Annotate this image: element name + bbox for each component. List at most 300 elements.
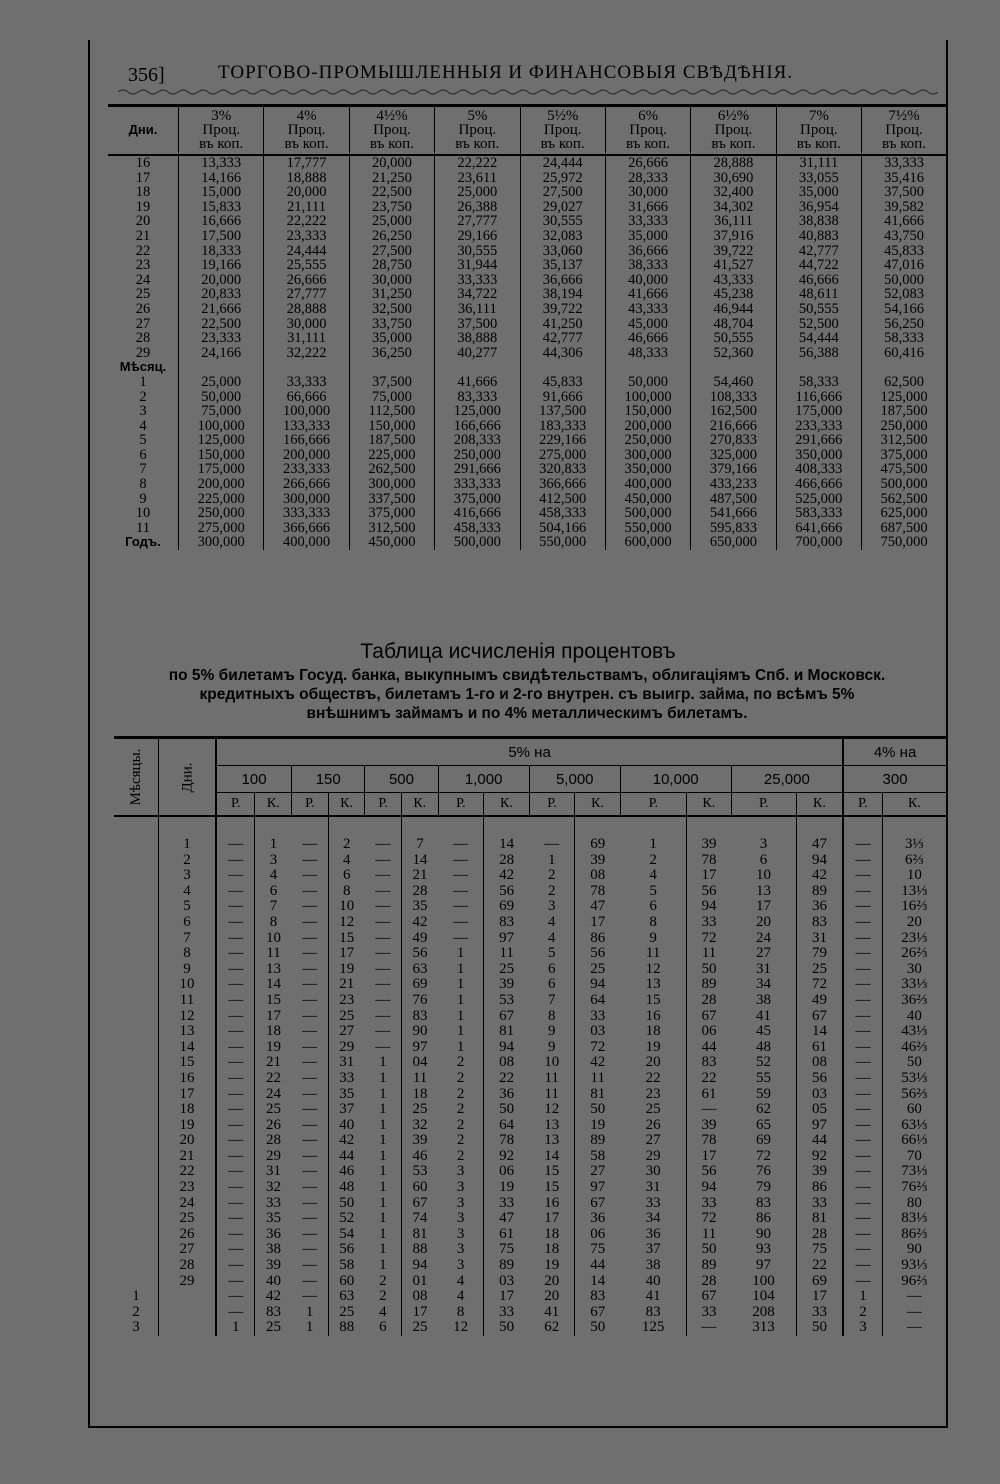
table-row	[108, 317, 946, 332]
table-cell: —	[216, 899, 255, 915]
table-cell: —	[302, 1054, 318, 1071]
rate-header-l2: въ коп.	[369, 136, 414, 152]
table-cell: 56	[484, 884, 530, 900]
table-cell: 366,666	[264, 521, 349, 536]
table-cell: 3	[456, 1257, 465, 1274]
table-cell: 8	[547, 1007, 556, 1024]
table-cell	[862, 360, 947, 375]
table-cell: 56,250	[862, 317, 947, 332]
table-cell: 80	[882, 1196, 946, 1212]
table-row	[114, 1118, 946, 1134]
day-cell: 10	[159, 977, 217, 993]
table-cell: 22,222	[435, 155, 520, 171]
months-column-header: Мѣсяцы.	[114, 738, 159, 817]
table-cell: 45,833	[520, 375, 605, 390]
table-cell: 76⅔	[882, 1180, 946, 1196]
table-cell: 92	[796, 1149, 843, 1165]
day-cell: 18	[159, 1102, 217, 1118]
table-cell: 31,111	[776, 155, 861, 171]
table-cell: 333,333	[264, 506, 349, 521]
month-cell	[114, 868, 159, 884]
row-label: 3	[139, 403, 147, 420]
table-cell: —	[216, 1009, 255, 1025]
day-cell: 12	[159, 1009, 217, 1025]
table-cell: 33,333	[605, 214, 690, 229]
table-cell: 49	[401, 931, 438, 947]
rate-header-l1: Проц.	[543, 122, 582, 138]
table-cell: —	[216, 946, 255, 962]
table-cell: 6	[255, 884, 292, 900]
table-cell: 11	[686, 946, 731, 962]
table-cell: 53	[484, 993, 530, 1009]
rate-header-l2: въ коп.	[540, 136, 585, 152]
table-cell: 13	[544, 1116, 560, 1133]
rubles-header: Р.	[216, 793, 255, 817]
month-cell	[114, 993, 159, 1009]
table-cell: 29,027	[520, 200, 605, 215]
table-cell: 19	[255, 1040, 292, 1056]
table-row	[108, 535, 946, 550]
table-cell: 31	[328, 1055, 365, 1071]
table-cell: 83	[575, 1289, 621, 1305]
table-cell: 58	[328, 1258, 365, 1274]
table-cell: 90	[755, 1225, 771, 1242]
table-cell: 450,000	[605, 492, 690, 507]
rate-header-l1: Проц.	[458, 122, 497, 138]
table-cell: —	[216, 931, 255, 947]
table-cell: —	[302, 1132, 318, 1149]
rate-header-l2: въ коп.	[796, 136, 841, 152]
table-cell: 3	[759, 836, 768, 852]
table-cell: 700,000	[776, 535, 861, 550]
table-cell: —	[302, 1101, 318, 1118]
rubles-header: Р.	[843, 793, 882, 817]
table-cell: 54,166	[862, 302, 947, 317]
table-cell: 100,000	[605, 390, 690, 405]
table-cell: 58,333	[862, 331, 947, 346]
table-cell: 1	[379, 1101, 387, 1118]
table-cell: 32,083	[520, 229, 605, 244]
table-cell: 39	[796, 1164, 843, 1180]
table-cell: 89	[686, 1258, 731, 1274]
table-cell: 29	[255, 1149, 292, 1165]
table-cell: 75,000	[349, 390, 434, 405]
table2-title: Таблица исчисленія процентовъ	[360, 640, 676, 663]
table-row	[114, 1289, 946, 1305]
table-cell: 31	[255, 1164, 292, 1180]
table-cell: 44	[328, 1149, 365, 1165]
table-cell: 16	[544, 1194, 560, 1211]
rate-header-rate: 7½%	[888, 108, 920, 124]
table-cell: 116,666	[776, 390, 861, 405]
table-cell: 40,277	[435, 346, 520, 361]
table2-rk-row	[114, 793, 946, 817]
table-cell: 45,000	[605, 317, 690, 332]
table-cell: —	[843, 1149, 882, 1165]
row-label: 16	[135, 155, 151, 171]
table-cell: —	[216, 1133, 255, 1149]
table-cell: 2	[456, 1085, 465, 1102]
table-cell: 66,666	[264, 390, 349, 405]
table-cell: —	[216, 1149, 255, 1165]
table-cell: 10	[755, 867, 771, 884]
month-cell	[114, 853, 159, 869]
table-cell: 33⅓	[882, 977, 946, 993]
table-cell: 49	[796, 993, 843, 1009]
month-label-row	[108, 360, 946, 375]
table-cell: 81	[796, 1211, 843, 1227]
table-cell: 61	[796, 1040, 843, 1056]
table-cell: —	[453, 836, 469, 852]
table-cell: —	[843, 868, 882, 884]
table-cell: 25	[796, 962, 843, 978]
table-cell: 21	[328, 977, 365, 993]
table-cell: 48,704	[691, 317, 776, 332]
table-cell: 97	[796, 1118, 843, 1134]
table-cell: 86	[796, 1180, 843, 1196]
table-cell: 4	[547, 913, 556, 930]
table-cell: 35	[401, 899, 438, 915]
table-cell: 500,000	[862, 477, 947, 492]
row-label: 9	[139, 490, 147, 507]
table-cell: 28	[484, 853, 530, 869]
table-cell: 31	[796, 931, 843, 947]
table-cell: 2	[379, 1272, 387, 1289]
table-cell: 33	[328, 1071, 365, 1087]
table-cell: 26	[645, 1116, 661, 1133]
table-cell	[691, 360, 776, 375]
table-cell: 50,000	[605, 375, 690, 390]
table-cell: 687,500	[862, 521, 947, 536]
table-cell: 22	[255, 1071, 292, 1087]
group-4pct-header: 4% на	[843, 738, 946, 766]
table-cell: 1	[456, 960, 465, 977]
month-cell	[114, 1242, 159, 1258]
table-row	[114, 1040, 946, 1056]
table-cell: 9	[547, 1038, 556, 1055]
table-cell: 36,954	[776, 200, 861, 215]
table-cell: 46	[401, 1149, 438, 1165]
table-cell: 1	[456, 991, 465, 1008]
table-cell: 46,944	[691, 302, 776, 317]
table-cell: 58	[575, 1149, 621, 1165]
table-cell: 42	[484, 868, 530, 884]
table-cell: 79	[796, 946, 843, 962]
row-label: 19	[135, 198, 151, 215]
ornamental-rule	[118, 88, 938, 96]
table-cell	[776, 360, 861, 375]
table-cell: 83	[686, 1055, 731, 1071]
table-cell: —	[453, 867, 469, 884]
table-cell: 25	[255, 1320, 292, 1336]
table-cell: 38,333	[605, 258, 690, 273]
subtitle-line: внѣшнимъ займамъ и по 4% металлическимъ билетамъ.	[306, 705, 748, 722]
table-cell: 72	[686, 931, 731, 947]
table-cell: —	[843, 1040, 882, 1056]
table-cell: 4	[255, 868, 292, 884]
table-cell: 40	[255, 1274, 292, 1290]
table-cell: 6⅔	[882, 853, 946, 869]
table-row	[108, 492, 946, 507]
table-cell: 175,000	[776, 404, 861, 419]
table-cell: —	[843, 1071, 882, 1087]
table-cell: 45,238	[691, 287, 776, 302]
table-cell: 44,722	[776, 258, 861, 273]
table-cell: 69	[401, 977, 438, 993]
month-cell	[114, 1180, 159, 1196]
table-cell: 27	[328, 1024, 365, 1040]
table-cell: 83	[796, 915, 843, 931]
month-cell	[114, 977, 159, 993]
table-cell: 200,000	[179, 477, 264, 492]
table-row	[114, 1071, 946, 1087]
table-cell: 162,500	[691, 404, 776, 419]
table-cell: 3	[456, 1163, 465, 1180]
table-cell: 24	[255, 1087, 292, 1103]
table-cell: 44,306	[520, 346, 605, 361]
table-cell: 46⅔	[882, 1040, 946, 1056]
table-cell: 40,883	[776, 229, 861, 244]
table-cell: 94	[686, 1180, 731, 1196]
table-cell: 133,333	[264, 419, 349, 434]
table-cell: 412,500	[520, 492, 605, 507]
table-cell: 41,666	[862, 214, 947, 229]
rate-header-l2: въ коп.	[199, 136, 244, 152]
table-cell: 10	[255, 931, 292, 947]
table-cell: 11	[686, 1227, 731, 1243]
table-cell: 1	[379, 1069, 387, 1086]
table-cell: 08	[575, 868, 621, 884]
table-cell: —	[302, 960, 318, 977]
table-cell: 166,666	[264, 433, 349, 448]
table-row	[108, 477, 946, 492]
table-cell: 8	[255, 915, 292, 931]
table-cell: 208	[752, 1303, 775, 1320]
table-cell: 183,333	[520, 419, 605, 434]
table-cell: 21	[255, 1055, 292, 1071]
table-cell: 33,055	[776, 171, 861, 186]
table-cell: 48,333	[605, 346, 690, 361]
table-cell: 93	[755, 1241, 771, 1258]
day-cell: 19	[159, 1118, 217, 1134]
table-cell: 595,833	[691, 521, 776, 536]
table-cell: —	[216, 1024, 255, 1040]
table-cell: 112,500	[349, 404, 434, 419]
table-row	[114, 1164, 946, 1180]
table-cell: 400,000	[605, 477, 690, 492]
table-cell: 19	[484, 1180, 530, 1196]
month-cell	[114, 1133, 159, 1149]
table-row	[114, 1149, 946, 1165]
rate-header-l2: въ коп.	[881, 136, 927, 152]
table-cell: 137,500	[520, 404, 605, 419]
table-cell: 25	[401, 1320, 438, 1336]
table-cell: —	[375, 882, 391, 899]
table-cell: 38,838	[776, 214, 861, 229]
table-cell: 78	[686, 1133, 731, 1149]
table-cell: 1	[649, 836, 657, 852]
table-cell: 19	[328, 962, 365, 978]
table-cell: 6	[328, 868, 365, 884]
table-cell: 18,888	[264, 171, 349, 186]
table-cell: 8	[456, 1303, 465, 1320]
table-cell: 41,666	[605, 287, 690, 302]
table-cell: —	[216, 962, 255, 978]
table-cell: 26,388	[435, 200, 520, 215]
table-cell: 28	[796, 1227, 843, 1243]
table-cell: 2	[456, 1132, 465, 1149]
table-cell: 37,500	[862, 185, 947, 200]
kopecks-header: К.	[882, 793, 946, 817]
table-cell: 2	[843, 1305, 882, 1321]
row-label: 27	[135, 315, 151, 332]
day-cell: 9	[159, 962, 217, 978]
table-row	[114, 853, 946, 869]
table1-body	[108, 155, 946, 550]
table-cell: 10	[544, 1054, 560, 1071]
table-cell: 38	[755, 991, 771, 1008]
table-cell: 24	[755, 929, 771, 946]
table-cell: 64	[484, 1118, 530, 1134]
table-cell: 62	[755, 1101, 771, 1118]
month-cell	[114, 816, 159, 853]
table-cell: 291,666	[435, 462, 520, 477]
table-cell: —	[302, 976, 318, 993]
table-cell: 76	[401, 993, 438, 1009]
table2-body	[114, 816, 946, 1336]
table-row	[108, 346, 946, 361]
table-cell: 56	[575, 946, 621, 962]
table-cell: 50	[686, 962, 731, 978]
table-cell: 250,000	[435, 448, 520, 463]
month-cell	[114, 946, 159, 962]
kopecks-header: К.	[796, 793, 843, 817]
interest-calculation-table	[114, 736, 946, 1336]
table-cell: 50,000	[862, 273, 947, 288]
table-cell: 81	[575, 1087, 621, 1103]
table-cell: 2	[456, 1147, 465, 1164]
kopecks-header: К.	[401, 793, 438, 817]
table-cell: 1	[456, 1038, 465, 1055]
table-cell	[349, 360, 434, 375]
table-cell: —	[302, 836, 318, 852]
row-label: 28	[135, 330, 151, 347]
table-cell: 25	[328, 1305, 365, 1321]
row-label: 21	[135, 227, 151, 244]
table-cell: 2	[456, 1116, 465, 1133]
denomination-header: 100	[216, 766, 292, 793]
table-cell: 36,666	[520, 273, 605, 288]
table-cell: 25,000	[349, 214, 434, 229]
day-cell: 14	[159, 1040, 217, 1056]
table-cell: —	[302, 867, 318, 884]
days-column-header: Дни.	[159, 738, 217, 817]
denomination-header: 150	[292, 766, 365, 793]
table-cell: —	[843, 816, 882, 853]
table-cell: 78	[686, 853, 731, 869]
table-cell: 2	[547, 867, 556, 884]
table-cell: 20	[755, 913, 771, 930]
table-cell: —	[216, 1227, 255, 1243]
table-cell: 125,000	[862, 390, 947, 405]
table-cell: 72	[796, 977, 843, 993]
table-cell: 12	[328, 915, 365, 931]
rate-column-header	[605, 106, 690, 156]
table-cell: 67	[686, 1009, 731, 1025]
table-cell: 29,166	[435, 229, 520, 244]
table-cell: 52,360	[691, 346, 776, 361]
table-cell: 108,333	[691, 390, 776, 405]
table-row	[114, 1087, 946, 1103]
table-cell: 9	[547, 1023, 556, 1040]
day-cell: 11	[159, 993, 217, 1009]
table-cell: 13⅓	[882, 884, 946, 900]
table-row	[108, 506, 946, 521]
table-cell: 3	[456, 1179, 465, 1196]
month-cell	[114, 962, 159, 978]
table-cell: —	[375, 836, 391, 852]
table-cell: —	[375, 1007, 391, 1024]
table-cell: 17	[544, 1210, 560, 1227]
table-cell: 16⅔	[882, 899, 946, 915]
table-cell: 2	[547, 882, 556, 899]
table-cell: 41,666	[435, 375, 520, 390]
table-cell: 21,111	[264, 200, 349, 215]
table-cell: 33	[645, 1194, 661, 1211]
table-cell: 72	[575, 1040, 621, 1056]
table-cell: —	[843, 1164, 882, 1180]
table-cell: 39	[575, 853, 621, 869]
day-cell: 16	[159, 1071, 217, 1087]
table-cell: 320,833	[520, 462, 605, 477]
table-cell: 275,000	[179, 521, 264, 536]
table-cell: 21	[401, 868, 438, 884]
table-cell: 17	[796, 1289, 843, 1305]
table-cell: —	[302, 1023, 318, 1040]
rubles-header: Р.	[731, 793, 796, 817]
table-cell: —	[216, 1071, 255, 1087]
table-cell: 38	[645, 1257, 661, 1274]
day-cell	[159, 1320, 217, 1336]
table-cell: 60,416	[862, 346, 947, 361]
table-cell: 34,302	[691, 200, 776, 215]
day-cell: 1	[159, 816, 217, 853]
table-cell: 3⅓	[882, 816, 946, 853]
table-cell: 31,111	[264, 331, 349, 346]
table-cell: 41	[544, 1303, 560, 1320]
table-cell: 20	[544, 1272, 560, 1289]
table-cell: 1	[547, 851, 556, 868]
table-cell	[264, 360, 349, 375]
table-cell: 270,833	[691, 433, 776, 448]
table-cell: 72	[755, 1147, 771, 1164]
table-cell: —	[302, 1007, 318, 1024]
table-cell: 20	[882, 915, 946, 931]
table-cell: —	[843, 946, 882, 962]
table-cell: 25,555	[264, 258, 349, 273]
table-cell: 54,460	[691, 375, 776, 390]
month-cell	[114, 899, 159, 915]
table-cell: 43,333	[691, 273, 776, 288]
table-cell: 96⅔	[882, 1274, 946, 1290]
table-cell: 17	[686, 868, 731, 884]
table-cell: —	[453, 929, 469, 946]
table-cell: 63	[328, 1289, 365, 1305]
table-cell: 300,000	[605, 448, 690, 463]
table-cell: 7	[255, 899, 292, 915]
table-cell: 15	[328, 931, 365, 947]
table-cell: 37	[328, 1102, 365, 1118]
